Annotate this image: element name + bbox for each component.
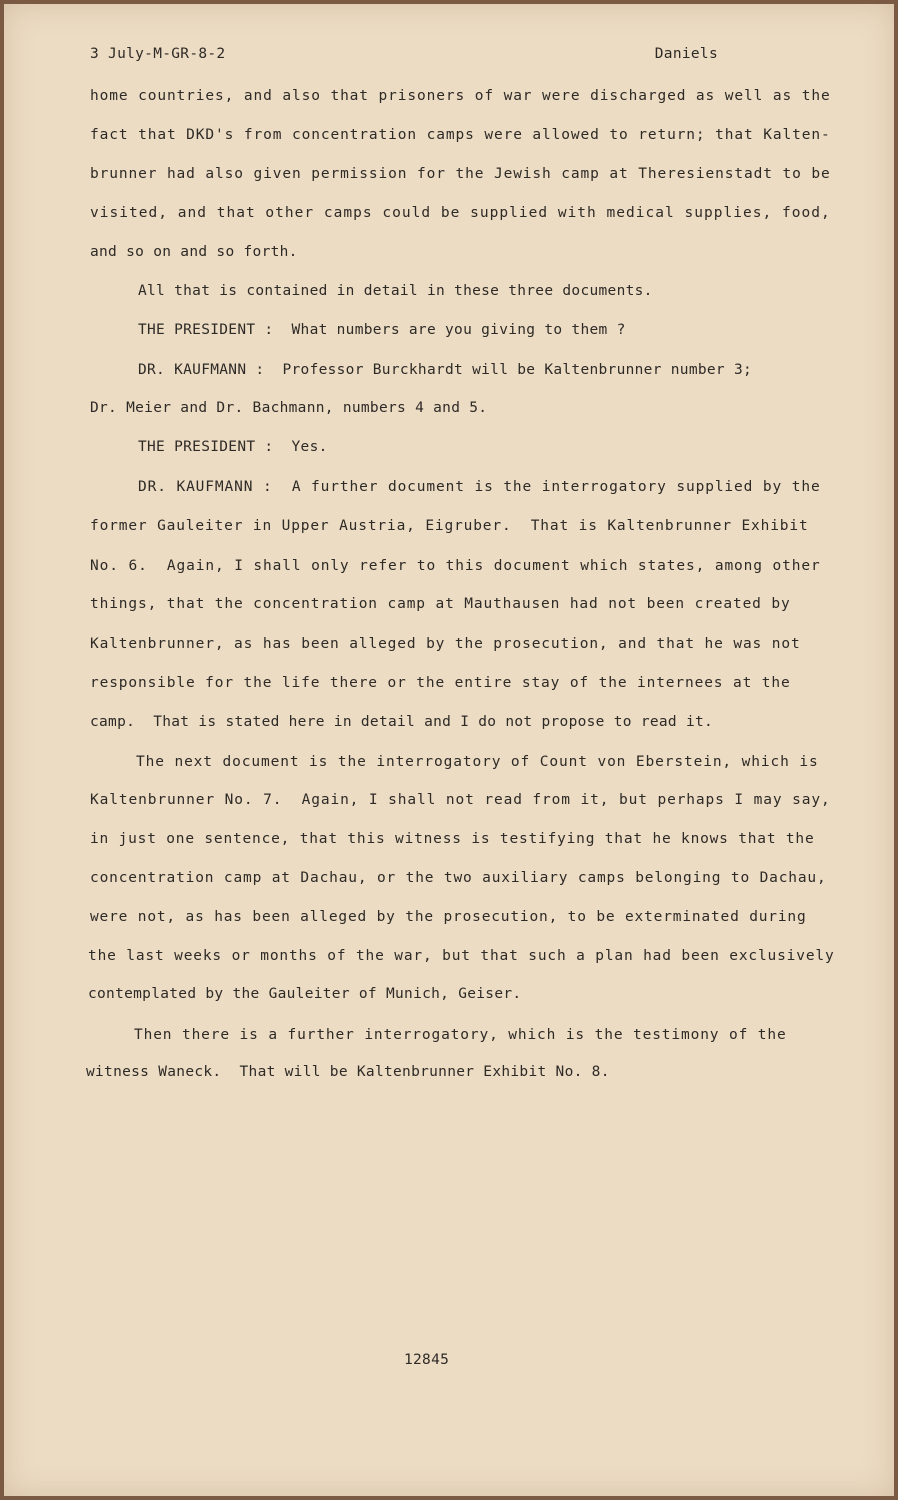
header-document-id: 3 July-M-GR-8-2 bbox=[90, 46, 226, 62]
header-reporter-name: Daniels bbox=[654, 46, 718, 62]
text-line: Kaltenbrunner No. 7. Again, I shall not read from it, but perhaps I may say, bbox=[90, 792, 831, 808]
text-line: brunner had also given permission for the Jewish camp at Theresienstadt to be bbox=[90, 166, 831, 182]
text-line: things, that the concentration camp at Mauthausen had not been created by bbox=[90, 596, 791, 612]
text-line: former Gauleiter in Upper Austria, Eigruber. That is Kaltenbrunner Exhibit bbox=[90, 518, 809, 534]
text-line: Kaltenbrunner, as has been alleged by the prosecution, and that he was not bbox=[90, 636, 801, 652]
page-number: 12845 bbox=[404, 1352, 450, 1368]
text-line: contemplated by the Gauleiter of Munich, Geiser. bbox=[88, 986, 522, 1002]
text-line: witness Waneck. That will be Kaltenbrunner Exhibit No. 8. bbox=[86, 1064, 610, 1080]
text-line: DR. KAUFMANN : A further document is the interrogatory supplied by the bbox=[138, 479, 821, 495]
text-line: All that is contained in detail in these three documents. bbox=[138, 283, 653, 299]
text-line: and so on and so forth. bbox=[90, 244, 298, 260]
text-line: concentration camp at Dachau, or the two auxiliary camps belonging to Dachau, bbox=[90, 870, 827, 886]
text-line: visited, and that other camps could be supplied with medical supplies, food, bbox=[90, 205, 831, 221]
text-line: home countries, and also that prisoners of war were discharged as well as the bbox=[90, 88, 831, 104]
text-line: The next document is the interrogatory of Count von Eberstein, which is bbox=[136, 754, 819, 770]
text-line: camp. That is stated here in detail and I do not propose to read it. bbox=[90, 714, 714, 730]
text-line: THE PRESIDENT : What numbers are you giving to them ? bbox=[138, 322, 626, 338]
text-line: were not, as has been alleged by the prosecution, to be exterminated during bbox=[90, 909, 807, 925]
text-line: Then there is a further interrogatory, which is the testimony of the bbox=[134, 1027, 787, 1043]
text-line: fact that DKD's from concentration camps were allowed to return; that Kalten- bbox=[90, 127, 831, 143]
text-line: No. 6. Again, I shall only refer to this document which states, among other bbox=[90, 558, 821, 574]
text-line: DR. KAUFMANN : Professor Burckhardt will be Kaltenbrunner number 3; bbox=[138, 362, 753, 378]
text-line: THE PRESIDENT : Yes. bbox=[138, 439, 328, 455]
text-line: responsible for the life there or the entire stay of the internees at the bbox=[90, 675, 791, 691]
text-line: Dr. Meier and Dr. Bachmann, numbers 4 and 5. bbox=[90, 400, 488, 416]
text-line: in just one sentence, that this witness is testifying that he knows that the bbox=[90, 831, 815, 847]
document-page bbox=[4, 4, 894, 1496]
text-line: the last weeks or months of the war, but that such a plan had been exclusively bbox=[88, 948, 835, 964]
